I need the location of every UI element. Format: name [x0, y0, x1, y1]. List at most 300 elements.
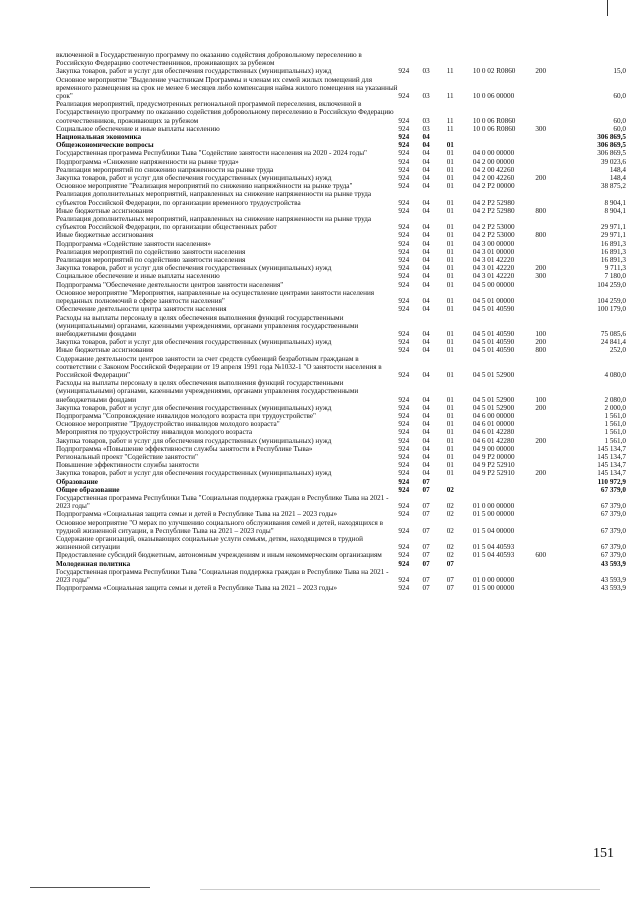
row-amount: 75 085,6	[600, 329, 626, 338]
row-admin-code: 924	[398, 182, 410, 191]
row-expense-type: 200	[535, 174, 547, 183]
row-target-article: 04 6 00 00000	[472, 411, 515, 420]
row-amount: 1 561,0	[604, 411, 626, 420]
row-admin-code: 924	[398, 92, 410, 101]
row-admin-code: 924	[398, 584, 410, 593]
row-amount: 38 875,2	[600, 182, 626, 191]
row-admin-code: 924	[398, 502, 410, 511]
row-amount: 148,4	[609, 165, 626, 174]
row-description: Реализация дополнительных мероприятий, направленных на снижение напряженности на рынке труда субъектов Российской Федерации, по организации общественных работ	[56, 215, 372, 232]
row-amount: 145 134,7	[597, 452, 626, 461]
row-target-article: 04 2 00 42260	[472, 174, 515, 183]
row-target-article: 04 6 01 00000	[472, 420, 515, 429]
table-row	[56, 248, 626, 256]
row-target-article: 04 9 00 00000	[472, 444, 515, 453]
row-admin-code: 924	[398, 436, 410, 445]
row-admin-code: 924	[398, 297, 410, 306]
row-description: Предоставление субсидий бюджетным, автономным учреждениям и иным некоммерческим организациям	[56, 551, 382, 560]
row-expense-type: 200	[535, 403, 547, 412]
row-amount: 4 080,0	[604, 370, 626, 379]
table-row	[56, 281, 626, 289]
row-subsection-code: 01	[446, 239, 454, 248]
row-expense-type	[535, 182, 557, 190]
row-description: Закупка товаров, работ и услуг для обеспечения государственных (муниципальных) нужд	[56, 403, 332, 412]
row-section-code: 07	[422, 559, 430, 568]
row-admin-code: 924	[398, 485, 410, 494]
row-target-article: 01 5 00 00000	[472, 510, 515, 519]
row-section-code: 03	[422, 92, 430, 101]
row-section-code: 04	[422, 239, 430, 248]
table-row	[56, 519, 626, 535]
row-subsection-code: 11	[446, 124, 454, 133]
row-amount: 16 891,3	[600, 247, 626, 256]
row-section-code: 04	[422, 165, 430, 174]
row-description: Подпрограмма "Сопровождение инвалидов молодого возраста при трудоустройстве"	[56, 411, 316, 420]
row-description: Иные бюджетные ассигнования	[56, 206, 154, 215]
row-expense-type	[535, 535, 557, 551]
row-description: Расходы на выплаты персоналу в целях обеспечения выполнения функций государственными (муниципальными) органами, казенными учреждениями, органами управления государственными внебюджетными фондами	[56, 313, 359, 338]
table-row	[56, 535, 626, 551]
row-admin-code: 924	[398, 272, 410, 281]
row-description: Основное мероприятие "Трудоустройство инвалидов молодого возраста"	[56, 420, 280, 429]
row-section-code: 04	[422, 297, 430, 306]
row-admin-code: 924	[398, 141, 410, 150]
row-section-code: 04	[422, 370, 430, 379]
row-description: Закупка товаров, работ и услуг для обеспечения государственных (муниципальных) нужд	[56, 469, 332, 478]
row-description: Иные бюджетные ассигнования	[56, 346, 154, 355]
row-description: Государственная программа Республики Тыва "Социальная поддержка граждан в Республике Тыва на 2021 - 2023 годы"	[56, 493, 389, 511]
row-expense-type	[535, 141, 557, 149]
row-expense-type	[535, 248, 557, 256]
row-section-code: 04	[422, 272, 430, 281]
row-expense-type: 200	[535, 436, 547, 445]
table-row	[56, 445, 626, 453]
table-row	[56, 584, 626, 592]
row-description: Основное мероприятие "Реализация мероприятий по снижению напряжённости на рынке труда"	[56, 182, 353, 191]
table-row	[56, 76, 626, 101]
row-expense-type	[535, 355, 557, 380]
table-row	[56, 510, 626, 518]
row-section-code: 07	[422, 584, 430, 593]
table-row	[56, 338, 626, 346]
row-target-article: 04 9 P2 52910	[472, 469, 515, 478]
row-description: Реализация дополнительных мероприятий, направленных на снижение напряженности на рынке труда субъектов Российской Федерации, по организации временного трудоустройства	[56, 190, 372, 207]
row-target-article: 04 2 P2 52980	[472, 206, 515, 215]
row-subsection-code: 01	[446, 370, 454, 379]
row-admin-code: 924	[398, 247, 410, 256]
row-expense-type	[535, 190, 557, 206]
row-admin-code: 924	[398, 256, 410, 265]
row-target-article: 04 3 00 00000	[472, 239, 515, 248]
row-description: Иные бюджетные ассигнования	[56, 231, 154, 240]
row-description: Расходы на выплаты персоналу в целях обеспечения выполнения функций государственными (муниципальными) органами, казенными учреждениями, органами управления государственными внебюджетными фондами	[56, 379, 359, 404]
row-description: Подпрограмма «Социальная защита семьи и детей в Республике Тыва на 2021 – 2023 годы»	[56, 584, 338, 593]
row-description: Социальное обеспечение и иные выплаты населению	[56, 272, 220, 281]
row-section-code: 03	[422, 116, 430, 125]
row-subsection-code: 01	[446, 403, 454, 412]
row-amount: 60,0	[613, 124, 626, 133]
table-row	[56, 149, 626, 157]
table-row	[56, 158, 626, 166]
table-row	[56, 551, 626, 559]
row-expense-type	[535, 519, 557, 535]
table-row	[56, 207, 626, 215]
row-section-code	[423, 51, 447, 67]
row-subsection-code: 01	[446, 461, 454, 470]
row-target-article: 04 5 01 00000	[472, 297, 515, 306]
row-subsection-code: 02	[446, 551, 454, 560]
row-admin-code	[398, 51, 422, 67]
row-target-article: 04 3 01 00000	[472, 247, 515, 256]
row-section-code: 04	[422, 264, 430, 273]
row-subsection-code: 01	[446, 247, 454, 256]
row-expense-type: 100	[535, 395, 547, 404]
row-description: Реализация мероприятий по содействию занятости населения	[56, 256, 246, 265]
row-admin-code: 924	[398, 477, 410, 486]
row-subsection-code: 01	[446, 469, 454, 478]
row-target-article: 04 2 P2 53000	[472, 223, 515, 232]
row-section-code: 04	[422, 346, 430, 355]
row-expense-type	[535, 256, 557, 264]
row-amount: 67 379,0	[600, 551, 626, 560]
row-expense-type	[535, 584, 557, 592]
row-subsection-code: 01	[446, 264, 454, 273]
row-admin-code: 924	[398, 124, 410, 133]
row-amount: 110 972,9	[597, 477, 626, 486]
row-target-article: 04 6 01 42280	[472, 428, 515, 437]
row-subsection-code: 01	[446, 223, 454, 232]
row-target-article	[473, 486, 535, 494]
row-expense-type	[535, 158, 557, 166]
row-section-code: 04	[422, 395, 430, 404]
row-subsection-code: 01	[446, 231, 454, 240]
row-section-code: 04	[422, 461, 430, 470]
row-subsection-code: 01	[446, 272, 454, 281]
row-subsection-code: 01	[446, 280, 454, 289]
row-amount: 145 134,7	[597, 469, 626, 478]
table-row	[56, 420, 626, 428]
row-subsection-code: 01	[446, 395, 454, 404]
row-amount: 24 841,4	[600, 338, 626, 347]
footer-rule	[30, 887, 150, 888]
row-admin-code: 924	[398, 444, 410, 453]
row-subsection-code: 01	[446, 338, 454, 347]
row-amount: 16 891,3	[600, 256, 626, 265]
table-row	[56, 494, 626, 510]
row-admin-code: 924	[398, 149, 410, 158]
row-amount: 15,0	[613, 67, 626, 76]
row-target-article: 01 5 00 00000	[472, 584, 515, 593]
row-admin-code: 924	[398, 370, 410, 379]
row-expense-type	[535, 149, 557, 157]
row-admin-code: 924	[398, 165, 410, 174]
row-description: Закупка товаров, работ и услуг для обеспечения государственных (муниципальных) нужд	[56, 264, 332, 273]
row-expense-type	[535, 133, 557, 141]
row-subsection-code: 07	[446, 559, 454, 568]
row-expense-type	[535, 215, 557, 231]
row-amount: 67 379,0	[600, 543, 626, 552]
row-expense-type	[535, 100, 557, 125]
row-description: Национальная экономика	[56, 133, 142, 142]
row-description: Реализация мероприятий по содействию занятости населения	[56, 247, 246, 256]
row-subsection-code: 01	[446, 346, 454, 355]
table-row	[56, 240, 626, 248]
row-subsection-code: 01	[446, 157, 454, 166]
row-admin-code: 924	[398, 116, 410, 125]
row-expense-type: 200	[535, 67, 547, 76]
row-admin-code: 924	[398, 403, 410, 412]
row-amount: 145 134,7	[597, 444, 626, 453]
row-section-code: 04	[422, 133, 430, 142]
row-target-article	[473, 133, 535, 141]
row-target-article: 04 6 01 42280	[472, 436, 515, 445]
row-amount: 8 904,1	[604, 198, 626, 207]
row-subsection-code: 01	[446, 198, 454, 207]
row-expense-type	[535, 560, 557, 568]
row-description: Общее образование	[56, 485, 120, 494]
row-expense-type	[535, 51, 557, 67]
row-subsection-code: 01	[446, 182, 454, 191]
row-subsection-code: 01	[446, 436, 454, 445]
table-row	[56, 478, 626, 486]
row-section-code: 07	[422, 526, 430, 535]
row-subsection-code	[447, 478, 473, 486]
row-amount: 1 561,0	[604, 428, 626, 437]
row-amount: 104 259,0	[597, 280, 626, 289]
row-admin-code: 924	[398, 206, 410, 215]
row-description: Социальное обеспечение и иные выплаты населению	[56, 124, 220, 133]
row-admin-code: 924	[398, 264, 410, 273]
row-expense-type	[535, 289, 557, 305]
row-expense-type	[535, 420, 557, 428]
row-section-code: 04	[422, 403, 430, 412]
row-target-article	[473, 560, 535, 568]
row-target-article: 01 5 04 40593	[472, 551, 515, 560]
row-subsection-code: 01	[446, 256, 454, 265]
row-section-code: 04	[422, 436, 430, 445]
row-amount: 1 561,0	[604, 436, 626, 445]
row-expense-type	[535, 76, 557, 101]
row-admin-code: 924	[398, 510, 410, 519]
row-admin-code: 924	[398, 198, 410, 207]
row-subsection-code: 01	[446, 420, 454, 429]
row-target-article: 04 5 01 40590	[472, 346, 515, 355]
row-description: Закупка товаров, работ и услуг для обеспечения государственных (муниципальных) нужд	[56, 338, 332, 347]
row-expense-type: 200	[535, 264, 547, 273]
row-amount: 104 259,0	[597, 297, 626, 306]
row-expense-type: 100	[535, 329, 547, 338]
row-description: Региональный проект "Содействие занятости"	[56, 452, 198, 461]
row-amount: 67 379,0	[600, 526, 626, 535]
row-subsection-code: 01	[446, 174, 454, 183]
table-row	[56, 453, 626, 461]
row-target-article: 04 0 00 00000	[472, 149, 515, 158]
page-number: 151	[593, 846, 614, 861]
table-row	[56, 125, 626, 133]
row-target-article: 04 2 P2 00000	[472, 182, 515, 191]
row-section-code: 04	[422, 469, 430, 478]
row-subsection-code: 01	[446, 165, 454, 174]
row-expense-type	[535, 478, 557, 486]
row-target-article: 01 0 00 00000	[472, 502, 515, 511]
row-amount: 43 593,9	[600, 576, 626, 584]
row-subsection-code: 01	[446, 329, 454, 338]
table-row	[56, 379, 626, 404]
row-description: Подпрограмма «Повышение эффективности службы занятости в Республике Тыва»	[56, 444, 313, 453]
table-row	[56, 289, 626, 305]
row-target-article: 04 3 01 42220	[472, 272, 515, 281]
row-description: Подпрограмма «Содействие занятости населения»	[56, 239, 211, 248]
row-section-code: 03	[422, 67, 430, 76]
row-subsection-code: 01	[446, 305, 454, 314]
row-description: Реализация мероприятий по снижению напряженности на рынке труда	[56, 165, 274, 174]
row-target-article: 04 2 00 42260	[472, 165, 515, 174]
row-admin-code: 924	[398, 133, 410, 142]
table-row	[56, 231, 626, 239]
row-amount: 100 179,0	[597, 305, 626, 314]
table-row	[56, 314, 626, 339]
row-amount: 1 561,0	[604, 420, 626, 429]
row-description: Содержание деятельности центров занятости за счет средств субвенций безработным гражданам в соответствии с Законом Российской Федерации от 19 апреля 1991 года №1032-1 "О занятости населения в Российской Федерации"	[56, 354, 382, 379]
row-expense-type	[535, 166, 557, 174]
row-description: Основное мероприятие "О мерах по улучшению социального обслуживания семей и детей, находящихся в трудной жизненной ситуации, в Республике Тыва на 2021 – 2023 годы"	[56, 518, 384, 535]
row-amount: 60,0	[613, 92, 626, 101]
row-section-code: 04	[422, 338, 430, 347]
table-row	[56, 346, 626, 354]
row-amount: 7 180,0	[604, 272, 626, 281]
row-admin-code: 924	[398, 174, 410, 183]
row-admin-code: 924	[398, 469, 410, 478]
row-description: Мероприятия по трудоустройству инвалидов молодого возраста	[56, 428, 253, 437]
row-target-article: 10 0 02 R0860	[472, 67, 516, 76]
row-subsection-code: 11	[446, 67, 454, 76]
row-admin-code: 924	[398, 461, 410, 470]
row-amount: 2 080,0	[604, 395, 626, 404]
row-amount: 16 891,3	[600, 239, 626, 248]
row-section-code: 07	[422, 543, 430, 552]
row-admin-code: 924	[398, 452, 410, 461]
table-row	[56, 355, 626, 380]
row-amount: 9 711,3	[604, 264, 626, 273]
table-row	[56, 174, 626, 182]
budget-table	[56, 51, 626, 592]
row-amount: 29 971,1	[600, 223, 626, 232]
row-amount: 60,0	[613, 116, 626, 125]
row-target-article: 01 5 04 40593	[472, 543, 515, 552]
row-admin-code: 924	[398, 239, 410, 248]
row-expense-type	[535, 412, 557, 420]
row-admin-code: 924	[398, 526, 410, 535]
row-target-article: 04 5 00 00000	[472, 280, 515, 289]
row-amount: 306 869,5	[597, 133, 626, 142]
table-row	[56, 133, 626, 141]
row-target-article	[473, 478, 535, 486]
row-target-article: 04 2 P2 52980	[472, 198, 515, 207]
row-subsection-code: 01	[446, 411, 454, 420]
row-admin-code: 924	[398, 551, 410, 560]
row-subsection-code: 02	[446, 502, 454, 511]
row-target-article: 04 9 P2 00000	[472, 452, 515, 461]
row-section-code: 04	[422, 157, 430, 166]
row-amount: 67 379,0	[600, 510, 626, 519]
table-row	[56, 437, 626, 445]
row-target-article	[473, 141, 535, 149]
row-expense-type: 600	[535, 551, 547, 560]
row-target-article: 01 5 04 00000	[472, 526, 515, 535]
row-subsection-code: 01	[446, 149, 454, 158]
row-target-article: 04 3 01 42220	[472, 264, 515, 273]
row-description: Подпрограмма «Снижение напряженности на рынке труда»	[56, 157, 239, 166]
row-admin-code: 924	[398, 420, 410, 429]
row-expense-type: 200	[535, 469, 547, 478]
row-target-article: 10 0 06 00000	[472, 92, 515, 101]
table-row	[56, 560, 626, 568]
row-section-code: 07	[422, 485, 430, 494]
row-target-article: 04 5 01 52900	[472, 370, 515, 379]
table-row	[56, 166, 626, 174]
row-expense-type	[535, 445, 557, 453]
table-row	[56, 461, 626, 469]
row-section-code: 04	[422, 452, 430, 461]
row-target-article: 04 3 01 42220	[472, 256, 515, 265]
row-section-code: 07	[422, 551, 430, 560]
row-expense-type	[535, 428, 557, 436]
row-description: Содержание организаций, оказывающих социальные услуги семьям, детям, находящимся в трудной жизненной ситуации	[56, 534, 363, 552]
row-target-article: 04 9 P2 52910	[472, 461, 515, 470]
row-description: Подпрограмма "Обеспечение деятельности центров занятости населения"	[56, 280, 284, 289]
row-section-code: 04	[422, 182, 430, 191]
row-amount: 29 971,1	[600, 231, 626, 240]
row-subsection-code: 01	[446, 444, 454, 453]
row-amount: 2 000,0	[604, 403, 626, 412]
row-section-code: 04	[422, 280, 430, 289]
table-row	[56, 67, 626, 75]
table-row	[56, 264, 626, 272]
row-target-article: 04 2 P2 53000	[472, 231, 515, 240]
table-row	[56, 469, 626, 477]
row-expense-type	[535, 305, 557, 313]
row-expense-type: 200	[535, 338, 547, 347]
row-subsection-code: 11	[446, 116, 454, 125]
table-row	[56, 305, 626, 313]
row-description: Реализация мероприятий, предусмотренных региональной программой переселения, включенной в Государственную программу по оказанию содействия добровольному переселению в Российскую Федерацию соотечественников, проживающих за рубежом	[56, 100, 394, 125]
row-admin-code: 924	[398, 428, 410, 437]
table-row	[56, 486, 626, 494]
row-target-article: 04 5 01 52900	[472, 395, 515, 404]
row-amount: 67 379,0	[600, 502, 626, 511]
row-section-code: 07	[422, 502, 430, 511]
row-section-code: 04	[422, 411, 430, 420]
row-admin-code: 924	[398, 223, 410, 232]
row-section-code: 04	[422, 428, 430, 437]
row-section-code: 04	[422, 223, 430, 232]
row-subsection-code: 01	[446, 452, 454, 461]
row-description: Общеэкономические вопросы	[56, 141, 154, 150]
row-expense-type	[535, 510, 557, 518]
row-subsection-code: 02	[446, 510, 454, 519]
row-expense-type	[535, 568, 557, 584]
row-target-article: 01 0 00 00000	[472, 576, 515, 584]
table-row	[56, 51, 626, 67]
row-section-code: 04	[422, 149, 430, 158]
row-description: Основное мероприятие "Выделение участникам Программы и членам их семей жилых помещений для временного размещения на срок не менее 6 месяцев либо компенсация найма жилого помещения на указанный срок"	[56, 75, 398, 101]
row-section-code: 07	[422, 576, 430, 584]
row-description: Подпрограмма «Социальная защита семьи и детей в Республике Тыва на 2021 – 2023 годы»	[56, 510, 338, 519]
table-row	[56, 100, 626, 125]
row-description: Закупка товаров, работ и услуг для обеспечения государственных (муниципальных) нужд	[56, 174, 332, 183]
row-section-code: 04	[422, 305, 430, 314]
row-subsection-code: 02	[446, 543, 454, 552]
